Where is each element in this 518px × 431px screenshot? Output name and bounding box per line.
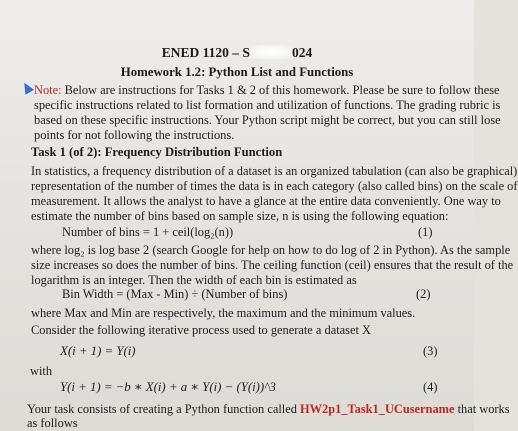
task-line-pre: Your task consists of creating a Python function called [27,402,301,416]
para2-line-1: where log₂ is log base 2 (search Google for help on how to do log of 2 in Python). As the sample [31,243,511,257]
equation-1-number: (1) [418,225,433,239]
equation-2-number: (2) [416,287,431,301]
note-label: Note: [34,83,62,97]
document-title [0,45,474,60]
equation-2: Bin Width = (Max - Min) ÷ (Number of bins) [62,287,288,301]
function-name: HW2p1_Task1_UCusername [300,402,455,416]
equation-1: Number of bins = 1 + ceil(log₂(n)) [62,225,234,239]
task-line-2: as follows [27,416,78,430]
para2-line-2: size increases so does the number of bins. The ceiling function (ceil) ensures that the result of the [31,258,514,272]
task-line-post: that works [454,402,510,416]
task-line-1 [27,402,510,417]
homework-subtitle: Homework 1.2: Python List and Functions [120,65,354,79]
note-line-3: based on these specific instructions. Your Python script might be correct, but you can still lose [34,113,501,127]
equation-3-number: (3) [423,344,438,358]
note-line-1 [34,83,500,98]
equation-4: Y(i + 1) = −b ∗ X(i) + a ∗ Y(i) − (Y(i))^3 [60,380,276,394]
para4: Consider the following iterative process used to generate a dataset X [31,323,371,337]
para1-line-4: estimate the number of bins based on sample size, n is using the following equation: [31,209,449,223]
mouse-cursor-icon [20,80,34,95]
para1-line-2: representation of the number of times the data is in each category (also called bins) on the scale of [31,179,518,193]
note-text-1: Below are instructions for Tasks 1 & 2 of this homework. Please be sure to follow these [61,83,500,97]
title-left: ENED 1120 – S [161,45,250,60]
note-line-2: specific instructions related to list formation and utilization of functions. The grading rubric is [34,98,501,112]
para3: where Max and Min are respectively, the maximum and the minimum values. [31,306,416,320]
title-right: 024 [291,45,313,60]
para1-line-1: In statistics, a frequency distribution of a dataset is an organized tabulation (can also be graphical) [31,164,518,178]
para2-line-3: logarithm is an integer. Then the width of each bin is estimated as [31,273,357,287]
note-line-4: points for not following the instructions. [34,128,235,142]
para1-line-3: measurement. It allows the analyst to have a glance at the entire data conveniently. One way to [31,194,501,208]
equation-4-number: (4) [423,380,438,394]
task1-heading: Task 1 (of 2): Frequency Distribution Function [31,145,283,159]
glare-spot [250,45,292,59]
with-label: with [30,364,53,378]
equation-3: X(i + 1) = Y(i) [60,344,136,358]
